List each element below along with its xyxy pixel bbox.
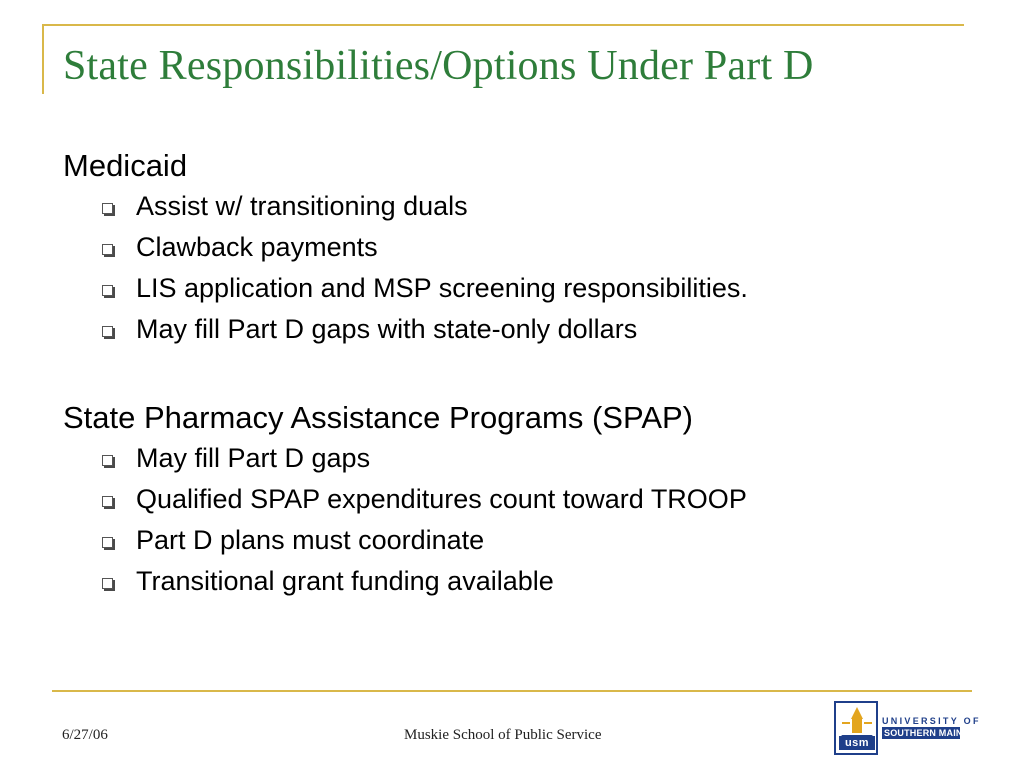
section-heading: State Pharmacy Assistance Programs (SPAP)	[63, 400, 693, 435]
bullet-list	[63, 186, 748, 350]
bullet-list	[63, 438, 747, 602]
bullet-text: May fill Part D gaps	[136, 443, 371, 473]
square-bullet-icon	[102, 455, 113, 466]
bullet-item	[63, 520, 747, 561]
bullet-text: Transitional grant funding available	[136, 566, 554, 596]
square-bullet-icon	[102, 244, 113, 255]
bullet-text: May fill Part D gaps with state-only dollars	[136, 314, 638, 344]
logo-line-2: SOUTHERN MAINE	[884, 728, 969, 738]
footer-accent-rule	[52, 690, 972, 692]
square-bullet-icon	[102, 496, 113, 507]
bullet-text: Part D plans must coordinate	[136, 525, 485, 555]
slide-title: State Responsibilities/Options Under Part D	[63, 43, 814, 89]
bullet-text: Qualified SPAP expenditures count toward TROOP	[136, 484, 747, 514]
bullet-text: LIS application and MSP screening responsibilities.	[136, 273, 748, 303]
square-bullet-icon	[102, 203, 113, 214]
bullet-item	[63, 186, 748, 227]
bullet-item	[63, 268, 748, 309]
bullet-item	[63, 227, 748, 268]
bullet-item	[63, 479, 747, 520]
bullet-text: Clawback payments	[136, 232, 378, 262]
bullet-item	[63, 561, 747, 602]
usm-logo-mark	[834, 701, 878, 755]
section-medicaid	[63, 146, 748, 350]
square-bullet-icon	[102, 578, 113, 589]
section-spap	[63, 398, 747, 602]
section-heading: Medicaid	[63, 148, 188, 183]
square-bullet-icon	[102, 326, 113, 337]
footer-date: 6/27/06	[62, 727, 108, 743]
usm-logo-text: usm	[839, 736, 875, 750]
bullet-item	[63, 438, 747, 479]
bullet-item	[63, 309, 748, 350]
square-bullet-icon	[102, 537, 113, 548]
footer-organization: Muskie School of Public Service	[404, 727, 602, 743]
logo-line-1: UNIVERSITY OF	[882, 716, 981, 726]
square-bullet-icon	[102, 285, 113, 296]
top-accent-rule	[42, 24, 964, 26]
left-accent-rule	[42, 24, 44, 94]
usm-logo	[834, 701, 981, 757]
lighthouse-icon	[837, 705, 877, 739]
bullet-text: Assist w/ transitioning duals	[136, 191, 468, 221]
usm-wordmark	[882, 715, 981, 739]
